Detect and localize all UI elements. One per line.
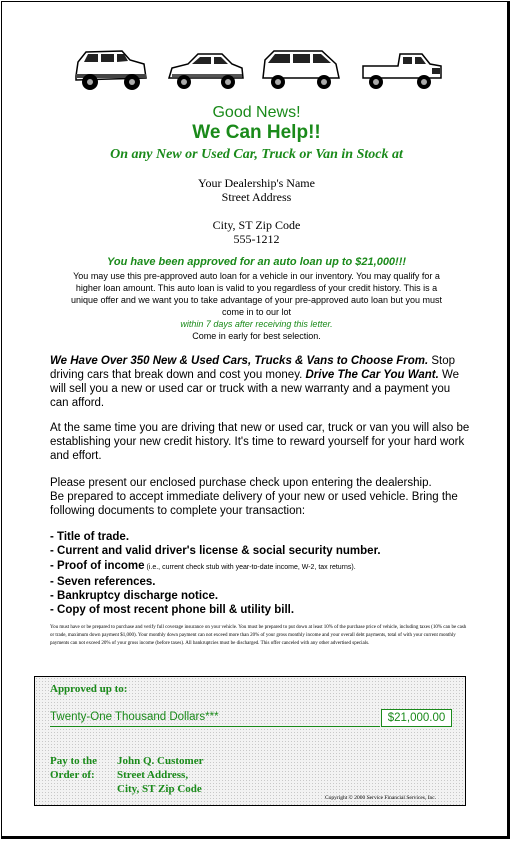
documents-instructions: Be prepared to accept immediate delivery of your new or used vehicle. Bring the following documents to complete your transaction: <box>50 491 458 517</box>
inventory-text: Stop driving cars that break down and cost you money. <box>50 355 456 381</box>
approval-heading: You have been approved for an auto loan up to $21,000!!! <box>106 256 407 268</box>
tagline: On any New or Used Car, Truck or Van in Stock at <box>110 147 403 162</box>
vehicle-banner <box>72 46 442 96</box>
drive-car-headline: Drive The Car You Want. <box>305 369 439 381</box>
paragraph-documents <box>50 476 470 518</box>
minivan-icon <box>260 46 342 94</box>
list-item-note: (i.e., current check stub with year-to-date income, W-2, tax returns). <box>144 563 356 571</box>
letter-page <box>1 1 510 839</box>
fine-print: You must have or be prepared to purchase and verify full coverage insurance on your vehicle. You must be prepared to put down at least 10% of the purchase price of vehicle, including taxes (10% can be cash or trade, maximum down payment $1,000). Your monthly down payment can not exceed more than 20% of your gross monthly income and your overall debt payments, total of with your current monthly payments can not exceed 20% of your gross income (before taxes). All bankruptcies must be discharged. This offer canceled with any other advertised specials. <box>50 625 467 646</box>
dealership-name: Your Dealership's Name <box>198 176 315 190</box>
approval-line: You may use this pre-approved auto loan for a vehicle in our inventory. You may qualify for a <box>73 271 440 281</box>
approval-line: Come in early for best selection. <box>192 331 321 341</box>
documents-list <box>50 530 470 618</box>
dealership-city: City, ST Zip Code <box>212 218 301 232</box>
list-item: - Current and valid driver's license & social security number. <box>50 545 381 558</box>
payee-name: John Q. Customer <box>117 755 204 767</box>
list-item: - Seven references. <box>50 575 156 588</box>
documents-intro: Please present our enclosed purchase check upon entering the dealership. <box>50 477 432 489</box>
payee-city: City, ST Zip Code <box>117 783 202 795</box>
copyright-notice: Copyright © 2000 Service Financial Services, Inc. <box>325 795 437 801</box>
we-can-help-heading: We Can Help!! <box>192 122 321 143</box>
pay-to-label <box>50 754 97 782</box>
sedan-icon <box>166 46 246 94</box>
payee-street: Street Address, <box>117 769 189 781</box>
dealership-street: Street Address <box>221 190 292 204</box>
approval-details <box>14 270 499 342</box>
approval-line: come in to our lot <box>221 307 292 317</box>
pickup-truck-icon <box>360 46 444 94</box>
approval-line: higher loan amount. This auto loan is valid to you regardless of your credit history. This is a <box>75 283 438 293</box>
amount-in-words: Twenty-One Thousand Dollars*** <box>50 711 219 723</box>
amount-line <box>50 726 380 727</box>
approval-line: unique offer and we want you to take advantage of your pre-approved auto loan but you must <box>70 295 443 305</box>
purchase-check <box>34 676 466 806</box>
dealership-phone: 555-1212 <box>233 232 280 246</box>
inventory-text: We will sell you a new or used car or truck with a new warranty and a payment you can afford. <box>50 369 460 409</box>
suv-icon <box>72 46 150 94</box>
good-news-heading: Good News! <box>212 104 301 121</box>
list-item: - Title of trade. <box>50 531 130 543</box>
list-item-label: - Proof of income <box>50 559 145 572</box>
approved-up-to-label: Approved up to: <box>50 683 128 695</box>
paragraph-credit: At the same time you are driving that new or used car, truck or van you will also be establishing your new credit history. It's time to reward yourself for your hard work and effort. <box>50 422 470 462</box>
list-item <box>50 559 470 575</box>
pay-to-label-line: Pay to the <box>50 755 98 767</box>
paragraph-inventory <box>50 354 470 410</box>
pay-to-label-line: Order of: <box>50 769 95 781</box>
amount-box: $21,000.00 <box>381 709 452 727</box>
inventory-headline: We Have Over 350 New & Used Cars, Trucks & Vans to Choose From. <box>50 355 429 367</box>
list-item: - Copy of most recent phone bill & utility bill. <box>50 604 295 617</box>
approval-deadline: within 7 days after receiving this letter. <box>180 319 333 329</box>
payee <box>117 754 203 796</box>
dealership-address <box>2 176 511 246</box>
list-item: - Bankruptcy discharge notice. <box>50 590 219 603</box>
